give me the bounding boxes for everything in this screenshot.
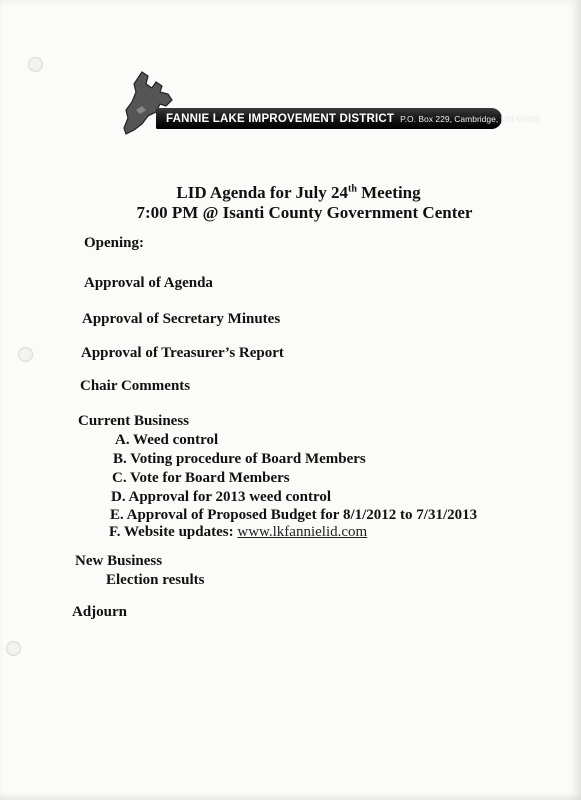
item-website-updates: F. Website updates: www.lkfannielid.com: [109, 524, 368, 540]
district-name: FANNIE LAKE IMPROVEMENT DISTRICT: [166, 112, 395, 125]
punch-hole: [6, 641, 21, 656]
item-approval-treasurer: Approval of Treasurer’s Report: [81, 345, 284, 361]
agenda-title: LID Agenda for July 24th Meeting: [176, 183, 421, 202]
item-adjourn: Adjourn: [72, 604, 128, 620]
item-opening: Opening:: [84, 235, 145, 251]
meeting-time-location: 7:00 PM @ Isanti County Government Center: [136, 203, 473, 222]
item-voting-procedure: B. Voting procedure of Board Members: [113, 451, 366, 467]
punch-hole: [28, 57, 43, 72]
item-approval-minutes: Approval of Secretary Minutes: [82, 311, 281, 327]
website-link[interactable]: www.lkfannielid.com: [237, 524, 368, 540]
item-vote-board: C. Vote for Board Members: [112, 470, 290, 486]
item-proposed-budget: E. Approval of Proposed Budget for 8/1/2012 to 7/31/2013: [110, 507, 478, 523]
item-approval-agenda: Approval of Agenda: [84, 275, 213, 291]
punch-hole: [18, 347, 33, 362]
letterhead-logo: [122, 70, 540, 140]
item-chair-comments: Chair Comments: [80, 378, 191, 394]
heading-current-business: Current Business: [78, 413, 189, 429]
item-weed-control: A. Weed control: [115, 432, 219, 448]
letterhead-banner: [156, 108, 540, 129]
item-election-results: Election results: [106, 572, 205, 588]
district-address: P.O. Box 229, Cambridge, MN 55008: [400, 113, 540, 124]
heading-new-business: New Business: [75, 553, 163, 569]
item-weed-2013: D. Approval for 2013 weed control: [111, 489, 331, 505]
